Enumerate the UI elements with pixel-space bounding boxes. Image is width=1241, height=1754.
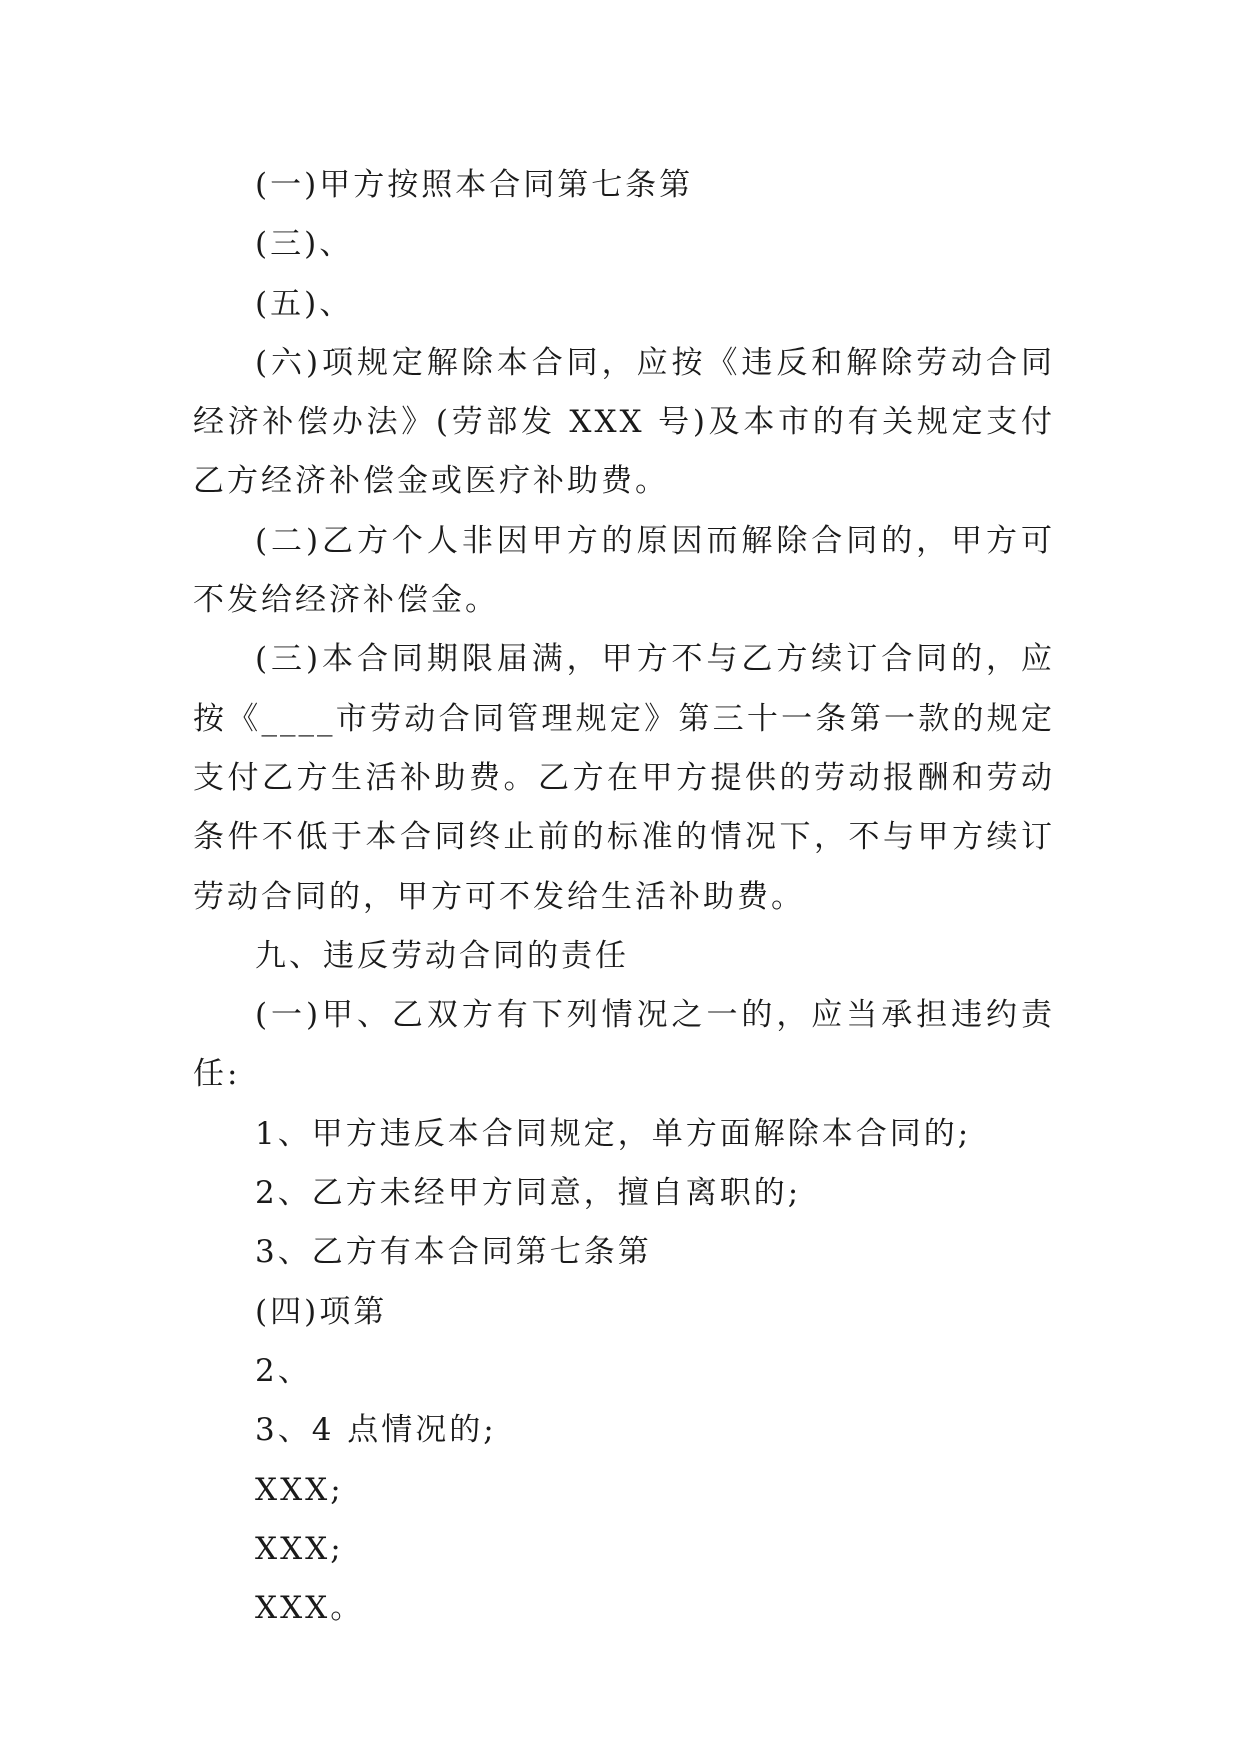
list-item: (四)项第 xyxy=(255,1293,388,1330)
paragraph: (一)甲方按照本合同第七条第 xyxy=(255,167,694,203)
section-heading: 九、违反劳动合同的责任 xyxy=(255,937,629,974)
paragraph: (三)、 xyxy=(255,226,354,263)
list-item: 2、 xyxy=(255,1352,312,1389)
list-item: 3、乙方有本合同第七条第 xyxy=(255,1234,652,1271)
list-item: 3、4 点情况的; xyxy=(255,1412,497,1449)
list-item: 1、甲方违反本合同规定，单方面解除本合同的; xyxy=(255,1115,972,1152)
placeholder-line: XXX; xyxy=(255,1530,344,1567)
paragraph: (五)、 xyxy=(255,285,354,322)
placeholder-line: XXX; xyxy=(255,1471,344,1508)
paragraph: (一)甲、乙双方有下列情况之一的，应当承担违约责任: xyxy=(193,997,1055,1093)
paragraph: (二)乙方个人非因甲方的原因而解除合同的，甲方可不发给经济补偿金。 xyxy=(193,522,1055,619)
placeholder-line: XXX。 xyxy=(255,1590,365,1627)
paragraph: (三)本合同期限届满，甲方不与乙方续订合同的，应按《____市劳动合同管理规定》第三十一条第一款的规定支付乙方生活补助费。乙方在甲方提供的劳动报酬和劳动条件不低于本合同终止前的标准的情况下，不与甲方续订劳动合同的，甲方可不发给生活补助费。 xyxy=(193,641,1055,915)
paragraph: (六)项规定解除本合同，应按《违反和解除劳动合同经济补偿办法》(劳部发 XXX 号)及本市的有关规定支付乙方经济补偿金或医疗补助费。 xyxy=(193,344,1055,500)
list-item: 2、乙方未经甲方同意，擅自离职的; xyxy=(255,1175,802,1212)
document-body xyxy=(193,156,1055,1638)
